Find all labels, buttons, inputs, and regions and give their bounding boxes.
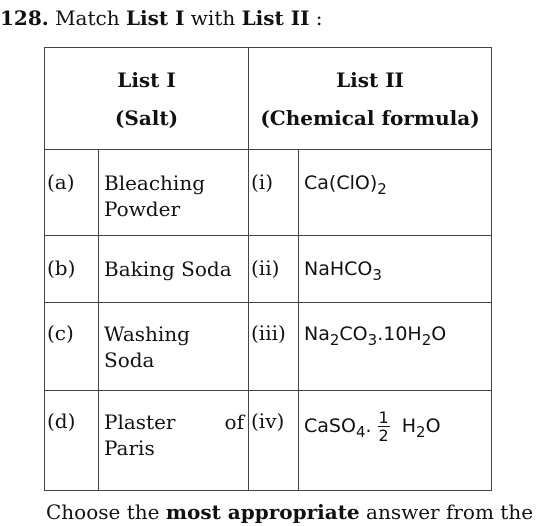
formula-subscript: 2 bbox=[421, 330, 432, 349]
question-prefix: Match bbox=[55, 6, 126, 30]
fraction-denominator: 2 bbox=[378, 425, 389, 445]
chemical-formula bbox=[299, 236, 492, 302]
list-one-subtitle: (Salt) bbox=[114, 105, 179, 130]
table-row bbox=[45, 150, 492, 236]
formula-text: O bbox=[425, 414, 441, 437]
formula-text: H bbox=[395, 414, 417, 437]
row-numeral: (iv) bbox=[249, 390, 299, 490]
formula-text: NaHCO bbox=[304, 258, 373, 281]
salt-line-two: Paris bbox=[104, 435, 155, 460]
formula-subscript: 2 bbox=[329, 330, 340, 349]
table-row bbox=[45, 390, 492, 490]
list-one-title: List I bbox=[117, 67, 176, 92]
salt-line-one bbox=[104, 409, 244, 435]
row-numeral: (ii) bbox=[249, 236, 299, 302]
row-letter: (a) bbox=[45, 150, 99, 236]
question-number: 128. bbox=[0, 6, 49, 30]
table-row bbox=[45, 236, 492, 302]
row-numeral: (i) bbox=[249, 150, 299, 236]
formula-subscript: 3 bbox=[372, 266, 382, 285]
list-one-header bbox=[45, 48, 249, 150]
row-letter: (b) bbox=[45, 236, 99, 302]
formula-subscript: 2 bbox=[416, 422, 426, 441]
table-row bbox=[45, 302, 492, 390]
instruction-text bbox=[46, 500, 533, 524]
formula-text: Na bbox=[304, 322, 330, 345]
chemical-formula bbox=[299, 390, 492, 490]
formula-text: . bbox=[365, 414, 372, 437]
row-letter: (c) bbox=[45, 302, 99, 390]
instruction-prefix: Choose the bbox=[46, 500, 166, 524]
list-two-subtitle: (Chemical formula) bbox=[260, 105, 480, 130]
salt-word: of bbox=[224, 409, 244, 434]
formula-subscript: 4 bbox=[355, 422, 366, 441]
question-suffix: : bbox=[309, 6, 323, 30]
instruction-emphasis: most appropriate bbox=[165, 500, 360, 524]
list-one-ref: List I bbox=[125, 6, 185, 30]
chemical-formula bbox=[299, 150, 492, 236]
question-header bbox=[0, 6, 323, 30]
salt-word: Plaster bbox=[104, 409, 176, 434]
salt-name bbox=[99, 390, 249, 490]
table-header-row bbox=[45, 48, 492, 150]
formula-subscript: 3 bbox=[367, 330, 378, 349]
formula-text: Ca(ClO) bbox=[304, 172, 378, 195]
match-table bbox=[44, 47, 492, 491]
list-two-ref: List II bbox=[241, 6, 310, 30]
fraction bbox=[378, 409, 390, 444]
salt-name: Washing Soda bbox=[99, 302, 249, 390]
formula-text: .10H bbox=[377, 322, 422, 345]
instruction-suffix: answer from the bbox=[359, 500, 534, 524]
list-two-title: List II bbox=[336, 67, 404, 92]
formula-text: O bbox=[431, 322, 447, 345]
salt-name: Baking Soda bbox=[99, 236, 249, 302]
question-mid: with bbox=[184, 6, 242, 30]
formula-text: CaSO bbox=[304, 414, 356, 437]
list-two-header bbox=[249, 48, 492, 150]
formula-text: CO bbox=[339, 322, 368, 345]
fraction-numerator: 1 bbox=[378, 407, 389, 427]
salt-name: Bleaching Powder bbox=[99, 150, 249, 236]
row-letter: (d) bbox=[45, 390, 99, 490]
chemical-formula bbox=[299, 302, 492, 390]
row-numeral: (iii) bbox=[249, 302, 299, 390]
formula-subscript: 2 bbox=[377, 180, 387, 199]
